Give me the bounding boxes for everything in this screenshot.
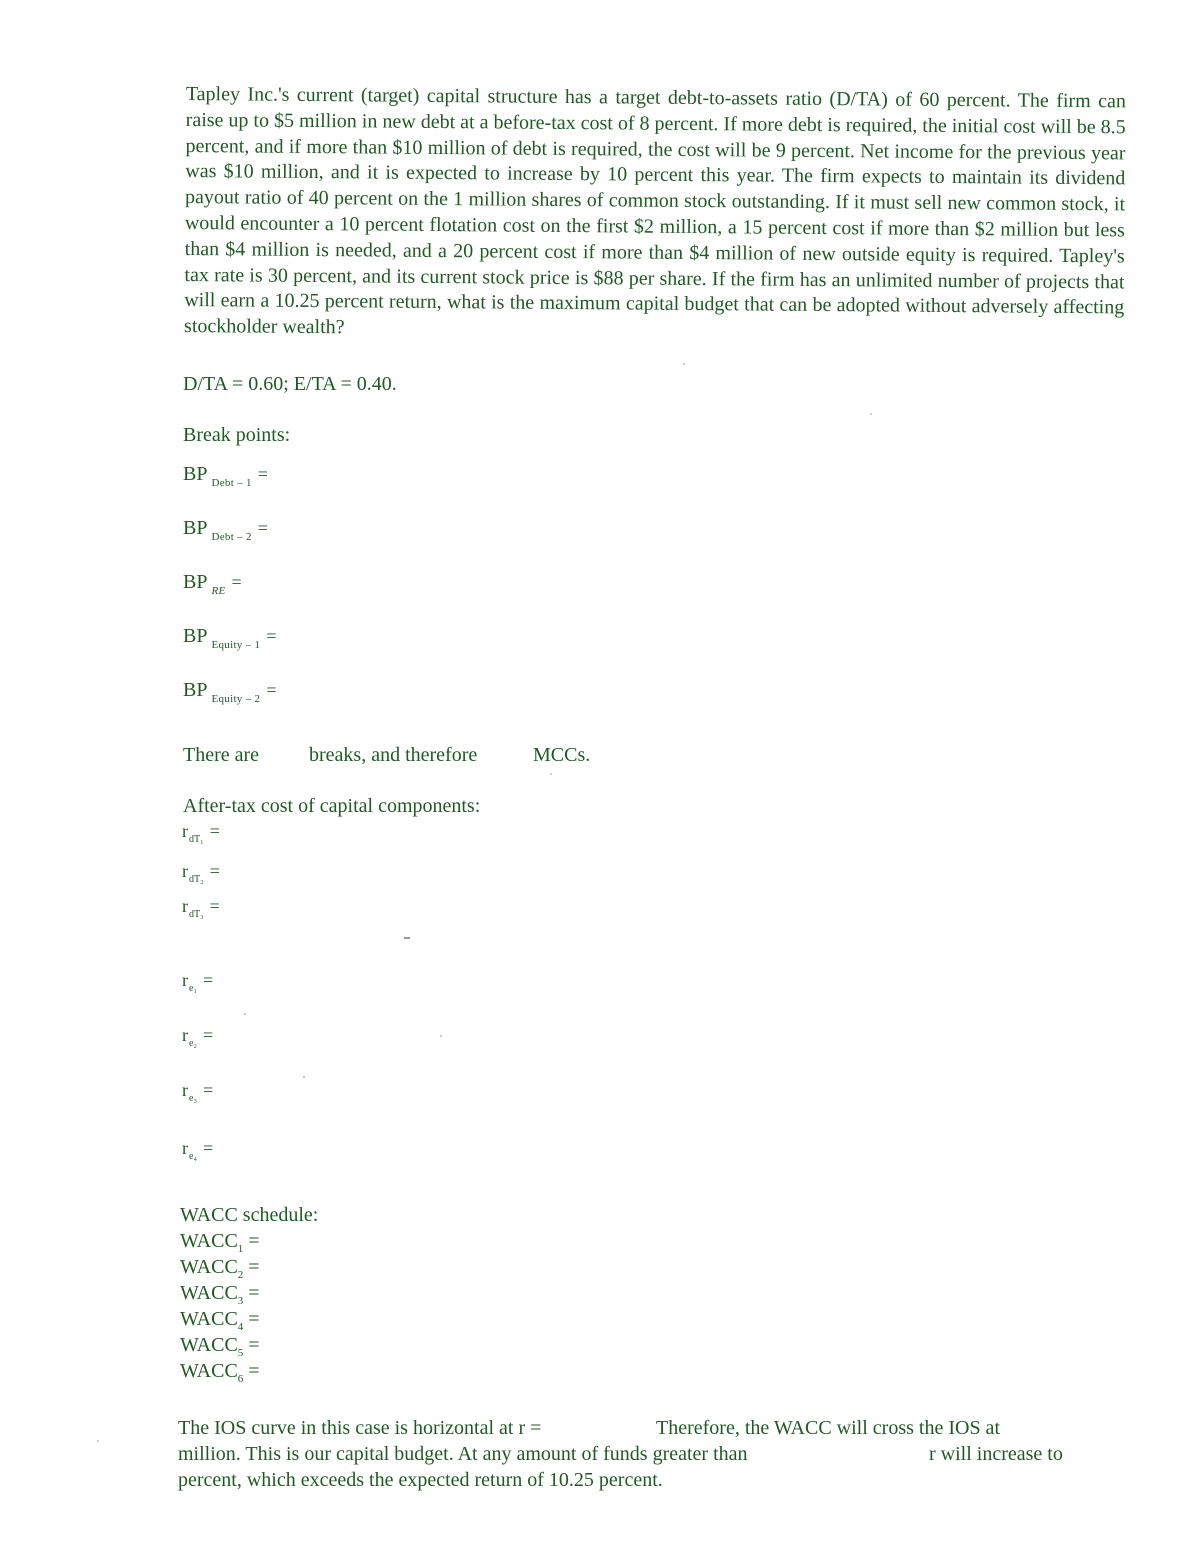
wacc-1 bbox=[180, 1228, 260, 1257]
equals-sign: = bbox=[248, 1360, 260, 1382]
equals-sign: = bbox=[248, 1282, 260, 1304]
wacc-label: WACC bbox=[180, 1360, 238, 1382]
wacc-label: WACC bbox=[180, 1230, 238, 1252]
wacc-6 bbox=[180, 1358, 260, 1387]
scan-speck bbox=[550, 773, 552, 775]
components-heading: After-tax cost of capital components: bbox=[183, 795, 481, 817]
r-dt1 bbox=[182, 821, 220, 845]
bp-label: BP bbox=[183, 571, 208, 593]
bp-debt-2 bbox=[183, 517, 268, 543]
equals-sign: = bbox=[248, 1334, 260, 1356]
wacc-subscript: 6 bbox=[237, 1373, 244, 1385]
wacc-3 bbox=[180, 1280, 260, 1309]
wacc-label: WACC bbox=[180, 1256, 238, 1278]
equals-sign: = bbox=[202, 1138, 214, 1158]
conclusion-line2a: million. This is our capital budget. At any amount of funds greater than bbox=[178, 1443, 748, 1465]
bp-debt-1 bbox=[183, 463, 268, 489]
equals-sign: = bbox=[257, 464, 268, 484]
r-label: r bbox=[182, 821, 188, 841]
wacc-subscript: 1 bbox=[237, 1243, 244, 1255]
r-label: r bbox=[182, 896, 188, 916]
wacc-subscript: 2 bbox=[237, 1269, 244, 1281]
r-label: r bbox=[182, 1138, 188, 1158]
scan-speck bbox=[683, 363, 685, 365]
r-subscript: dT₂ bbox=[189, 874, 204, 885]
r-subscript: e₂ bbox=[189, 1038, 197, 1049]
scan-speck bbox=[440, 1035, 442, 1037]
wacc-2 bbox=[180, 1254, 260, 1283]
r-label: r bbox=[182, 1080, 188, 1100]
bp-equity-2 bbox=[183, 679, 277, 705]
r-label: r bbox=[182, 970, 188, 990]
conclusion-line2b: r will increase to bbox=[929, 1443, 1063, 1465]
bp-re bbox=[183, 571, 242, 597]
r-subscript: dT₁ bbox=[189, 834, 204, 845]
conclusion-line1a: The IOS curve in this case is horizontal at r = bbox=[178, 1417, 542, 1439]
equals-sign: = bbox=[248, 1230, 260, 1252]
r-subscript: e₁ bbox=[189, 983, 197, 994]
bp-label: BP bbox=[183, 463, 208, 485]
r-e4 bbox=[182, 1138, 214, 1162]
equals-sign: = bbox=[209, 861, 220, 881]
conclusion-line1b: Therefore, the WACC will cross the IOS at bbox=[656, 1417, 1000, 1439]
conclusion-line3: percent, which exceeds the expected return of 10.25 percent. bbox=[178, 1469, 663, 1491]
wacc-label: WACC bbox=[180, 1308, 238, 1330]
wacc-label: WACC bbox=[180, 1282, 238, 1304]
r-label: r bbox=[182, 861, 188, 881]
bp-subscript: Debt – 1 bbox=[211, 477, 252, 489]
r-e3 bbox=[182, 1080, 214, 1104]
scan-speck bbox=[303, 1076, 305, 1078]
equals-sign: = bbox=[248, 1308, 260, 1330]
r-dt3 bbox=[182, 896, 220, 920]
equals-sign: = bbox=[202, 1080, 214, 1100]
r-dt2 bbox=[182, 861, 220, 885]
equals-sign: = bbox=[202, 970, 214, 990]
equals-sign: = bbox=[231, 572, 242, 592]
equals-sign: = bbox=[202, 1025, 214, 1045]
wacc-5 bbox=[180, 1332, 260, 1361]
r-subscript: e₄ bbox=[189, 1151, 197, 1162]
scan-speck bbox=[404, 937, 410, 939]
bp-equity-1 bbox=[183, 625, 277, 651]
bp-label: BP bbox=[183, 679, 208, 701]
wacc-subscript: 5 bbox=[237, 1347, 244, 1359]
scan-speck bbox=[870, 413, 872, 415]
bp-label: BP bbox=[183, 517, 208, 539]
bp-label: BP bbox=[183, 625, 208, 647]
equals-sign: = bbox=[209, 896, 220, 916]
wacc-subscript: 3 bbox=[237, 1295, 244, 1307]
bp-subscript: Equity – 1 bbox=[211, 639, 261, 651]
wacc-subscript: 4 bbox=[237, 1321, 244, 1333]
r-subscript: e₃ bbox=[189, 1093, 197, 1104]
r-subscript: dT₃ bbox=[189, 909, 204, 920]
equals-sign: = bbox=[257, 518, 268, 538]
equals-sign: = bbox=[209, 821, 220, 841]
r-e1 bbox=[182, 970, 214, 994]
r-e2 bbox=[182, 1025, 214, 1049]
equals-sign: = bbox=[248, 1256, 260, 1278]
wacc-4 bbox=[180, 1306, 260, 1335]
equals-sign: = bbox=[266, 626, 277, 646]
bp-subscript: RE bbox=[211, 585, 226, 597]
bp-subscript: Debt – 2 bbox=[211, 531, 252, 543]
wacc-label: WACC bbox=[180, 1334, 238, 1356]
wacc-heading: WACC schedule: bbox=[180, 1204, 319, 1226]
problem-statement: Tapley Inc.'s current (target) capital structure has a target debt-to-assets ratio (D/TA) of 60 percent. The firm can raise up to $5 million in new debt at a before-tax cost of 8 percent. If more debt is required, the initial cost will be 8.5 percent, and if more than $10 million of debt is required, the cost will be 9 percent. Net income for the previous year was $10 million, and it is expected to increase by 10 percent this year. The firm expects to maintain its dividend payout ratio of 40 percent on the 1 million shares of common stock outstanding. If it must sell new common stock, it would encounter a 10 percent flotation cost on the first $2 million, a 15 percent cost if more than $2 million but less than $4 million is needed, and a 20 percent cost if more than $4 million of new outside equity is required. Tapley's tax rate is 30 percent, and its current stock price is $88 per share. If the firm has an unlimited number of projects that will earn a 10.25 percent return, what is the maximum capital budget that can be adopted without adversely affecting stockholder wealth? bbox=[183, 82, 1126, 339]
scan-speck bbox=[97, 1440, 99, 1442]
bp-subscript: Equity – 2 bbox=[211, 693, 261, 705]
there-are-part1: There are bbox=[183, 744, 260, 766]
scan-speck bbox=[244, 1013, 246, 1015]
break-points-heading: Break points: bbox=[183, 424, 291, 446]
there-are-part2: breaks, and therefore bbox=[309, 744, 478, 766]
ratios-line: D/TA = 0.60; E/TA = 0.40. bbox=[183, 373, 397, 395]
equals-sign: = bbox=[266, 680, 277, 700]
r-label: r bbox=[182, 1025, 188, 1045]
there-are-part3: MCCs. bbox=[533, 744, 591, 766]
